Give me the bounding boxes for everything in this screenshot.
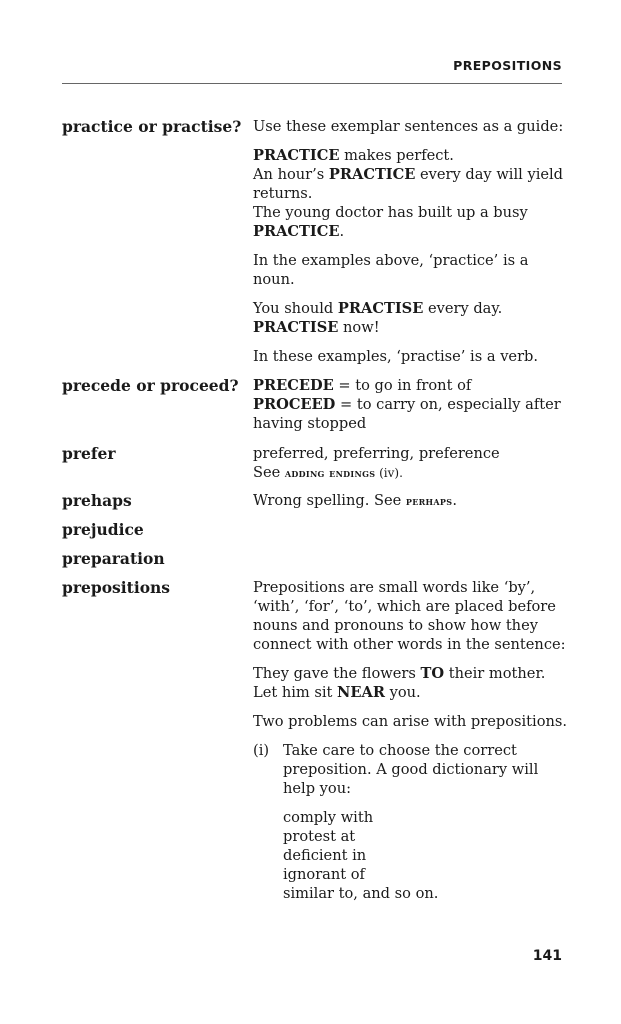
prep-ex1-word: TO [420,665,445,682]
practice-ex2-cont: returns. [253,185,313,202]
practice-ex2-rest: every day will yield [415,166,564,183]
practice-ex1-word: PRACTICE [253,147,340,164]
practice-note1-line1: In the examples above, ‘practice’ is a [253,252,529,269]
prep-ex1-rest: their mother. [444,665,546,682]
item-1-examples [283,808,571,903]
entry-definition-prehaps [253,491,571,511]
entry-term-practice: practice or practise? [62,117,242,136]
practise-ex5-word: PRACTISE [253,319,339,336]
entry-definition-precede [253,376,571,433]
running-header: PREPOSITIONS [453,58,562,73]
entry-term-prepositions: prepositions [62,578,171,597]
entry-term-prefer: prefer [62,444,116,463]
item-1-number: (i) [253,742,270,759]
practice-note1-line2: noun. [253,271,295,288]
example-list-item: deficient in [283,847,367,864]
page-number: 141 [532,948,562,964]
practice-note-verb: In these examples, ‘practise’ is a verb. [253,348,539,365]
entry-term-precede: precede or proceed? [62,376,239,395]
practise-ex4-pre: You should [253,300,338,317]
entry-definition-practice [253,117,571,366]
prep-ex2-rest: you. [384,684,421,701]
practice-note-noun [253,251,571,289]
prefer-cross-ref-num: (iv). [375,466,403,480]
prep-ex1-pre: They gave the flowers [253,665,421,682]
prefer-forms: preferred, preferring, preference [253,445,500,462]
prepositions-intro-l4: connect with other words in the sentence: [253,636,566,653]
practise-ex5-rest: now! [338,319,380,336]
practice-ex3-word: PRACTICE [253,223,340,240]
entry-term-preparation: preparation [62,549,165,568]
proceed-def: = to carry on, especially after [335,396,561,413]
example-list-item: ignorant of [283,866,365,883]
prep-ex2-word: NEAR [337,684,385,701]
header-rule [62,83,562,84]
practice-ex3-end: . [339,223,345,240]
item-1-text [283,741,571,798]
item-1-l1: Take care to choose the correct [283,742,517,759]
practise-examples [253,299,571,337]
practice-examples [253,146,571,241]
prep-ex2-pre: Let him sit [253,684,338,701]
item-1-l2: preposition. A good dictionary will [283,761,539,778]
proceed-def-cont: having stopped [253,415,367,432]
proceed-word: PROCEED [253,396,336,413]
prepositions-intro-l3: nouns and pronouns to show how they [253,617,538,634]
prepositions-problems: Two problems can arise with prepositions. [253,713,568,730]
practise-ex4-rest: every day. [423,300,503,317]
practice-ex3-line1: The young doctor has built up a busy [253,204,528,221]
prehaps-end: . [452,492,457,509]
prepositions-item-1 [253,741,571,903]
item-1-l3: help you: [283,780,352,797]
entry-term-prehaps: prehaps [62,491,132,510]
prehaps-text: Wrong spelling. See [253,492,406,509]
practise-ex4-word: PRACTISE [337,300,424,317]
prehaps-cross-ref: perhaps [405,494,453,508]
example-list-item: similar to, and so on. [283,885,439,902]
prepositions-examples [253,664,571,702]
practice-ex2-word: PRACTICE [328,166,416,183]
entry-definition-prefer [253,444,571,483]
example-list-item: protest at [283,828,356,845]
prepositions-intro-l2: ‘with’, ‘for’, ‘to’, which are placed before [253,598,556,615]
practice-ex1-rest: makes perfect. [339,147,454,164]
prefer-see: See [253,464,285,481]
entry-term-prejudice: prejudice [62,520,144,539]
precede-word: PRECEDE [253,377,334,394]
example-list-item: comply with [283,809,374,826]
prefer-cross-ref: adding endings [284,466,376,480]
prepositions-intro-l1: Prepositions are small words like ‘by’, [253,579,536,596]
practice-intro: Use these exemplar sentences as a guide: [253,118,564,135]
prepositions-intro [253,578,571,654]
practice-ex2-pre: An hour’s [253,166,329,183]
precede-def: = to go in front of [333,377,472,394]
entry-definition-prepositions [253,578,571,903]
